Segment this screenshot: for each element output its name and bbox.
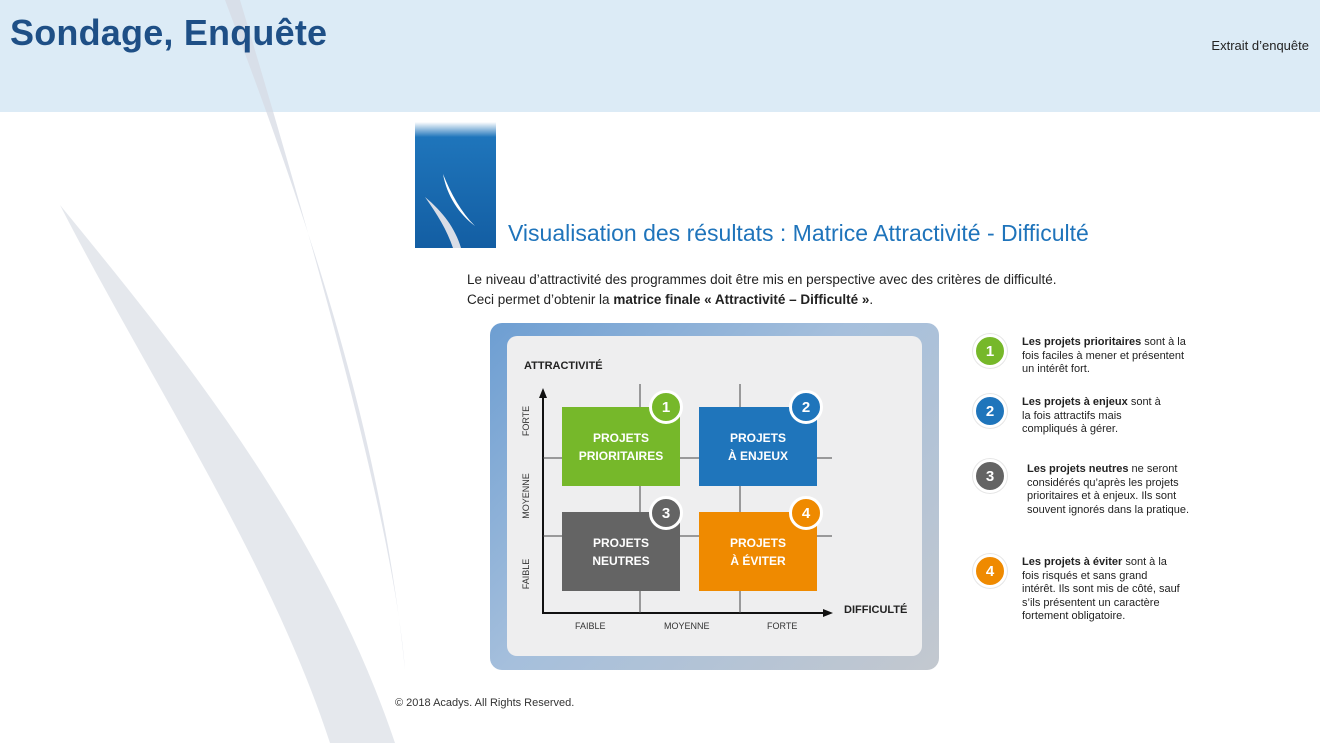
quadrant-3-line1: PROJETS: [592, 535, 649, 550]
y-tick-faible: FAIBLE: [521, 558, 531, 590]
quadrant-3-badge: 3: [649, 496, 683, 530]
x-tick-forte: FORTE: [767, 621, 798, 631]
legend-desc-4: sont à la fois risqués et sans grand intérêt. Ils sont mis de côté, sauf s’ils présentent un caractère fortement obligatoire.: [1022, 556, 1180, 622]
quadrant-1-line2: PRIORITAIRES: [578, 448, 664, 463]
legend-bold-3: Les projets neutres: [1027, 463, 1129, 475]
quadrant-4-line2: À ÉVITER: [730, 553, 786, 568]
intro-line-2-prefix: Ceci permet d’obtenir la: [467, 292, 614, 307]
legend-text-4: [1022, 556, 1184, 624]
x-axis-title: DIFFICULTÉ: [844, 604, 908, 616]
legend-badge-1: 1: [973, 334, 1007, 368]
x-tick-faible: FAIBLE: [575, 621, 606, 631]
intro-line-1: Le niveau d’attractivité des programmes doit être mis en perspective avec des critères de difficulté.: [467, 272, 1057, 287]
section-label: Extrait d’enquête: [1211, 38, 1309, 53]
legend-text-1: [1022, 336, 1194, 377]
y-tick-forte: FORTE: [521, 405, 531, 437]
x-tick-moyenne: MOYENNE: [664, 621, 710, 631]
legend-desc-3: ne seront considérés qu’après les projets prioritaires et à enjeux. Ils sont souvent ignorés dans la pratique.: [1027, 463, 1190, 516]
copyright-footer: © 2018 Acadys. All Rights Reserved.: [395, 697, 575, 709]
quadrant-2-line1: PROJETS: [729, 430, 786, 445]
legend-badge-2: 2: [973, 394, 1007, 428]
quadrant-4-line1: PROJETS: [729, 535, 786, 550]
legend-desc-2: sont à la fois attractifs mais compliqués à gérer.: [1022, 396, 1161, 435]
slide-title: Visualisation des résultats : Matrice Attractivité - Difficulté: [508, 220, 1089, 246]
y-axis-title: ATTRACTIVITÉ: [524, 360, 603, 372]
acadys-logo: [415, 122, 496, 248]
page-title: Sondage, Enquête: [10, 12, 328, 53]
quadrant-2-badge: 2: [789, 390, 823, 424]
legend-desc-1: sont à la fois faciles à mener et présentent un intérêt fort.: [1022, 336, 1186, 375]
quadrant-3-line2: NEUTRES: [592, 553, 650, 568]
matrix-panel: [507, 336, 922, 656]
legend-bold-1: Les projets prioritaires: [1022, 336, 1142, 348]
quadrant-1-line1: PROJETS: [592, 430, 649, 445]
legend-bold-4: Les projets à éviter: [1022, 556, 1123, 568]
quadrant-2-line2: À ENJEUX: [727, 448, 789, 463]
intro-text: [467, 270, 1057, 310]
intro-line-2-bold: matrice finale « Attractivité – Difficulté »: [613, 292, 870, 307]
legend-badge-3: 3: [973, 459, 1007, 493]
legend-text-3: [1027, 463, 1195, 517]
matrix-axes: [507, 336, 922, 656]
matrix-frame: [490, 323, 939, 670]
y-tick-moyenne: MOYENNE: [521, 473, 531, 519]
quadrant-1-badge: 1: [649, 390, 683, 424]
intro-line-2: [467, 290, 1057, 310]
legend-bold-2: Les projets à enjeux: [1022, 396, 1128, 408]
legend-badge-4: 4: [973, 554, 1007, 588]
intro-line-2-suffix: .: [869, 292, 874, 307]
quadrant-4-badge: 4: [789, 496, 823, 530]
legend-text-2: [1022, 396, 1172, 437]
